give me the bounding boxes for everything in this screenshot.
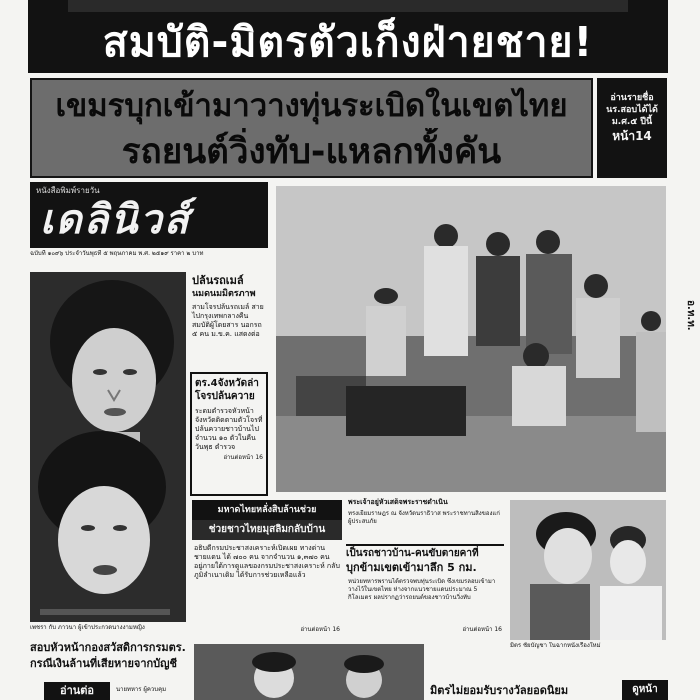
bottom-left-headline-2: กรณีเงินล้านที่เสียหายจากบัญชี — [30, 657, 178, 670]
bottom-right-headline: มิตรไม่ยอมรับรางวัลยอดนิยม — [430, 684, 569, 697]
photo-bottom-men — [194, 644, 424, 700]
masthead-title: เดลินิวส์ — [40, 197, 191, 243]
story-scholarship — [190, 272, 270, 368]
side-note-page: หน้า14 — [612, 129, 652, 143]
second-headline-box — [30, 78, 593, 178]
side-note-line: อ่านรายชื่อ — [610, 93, 654, 103]
bottom-left-small: นายทหาร ผู้ควบคุม — [116, 686, 167, 693]
women-caption: เพชรา กับ ภาวนา ผู้เข้าประกวดนางงามหญิง — [30, 624, 145, 631]
top-banner — [28, 0, 668, 73]
banner-headline: สมบัติ-มิตรตัวเก็งฝ่ายชาย! — [102, 18, 594, 66]
couple-caption: มิตร ชัยบัญชา ในฉากหนังเรื่องใหม่ — [510, 642, 601, 649]
story-title: ช่วยชาวไทยมุสลิมกลับบ้าน — [192, 520, 342, 540]
story-title: เป็นรถชาวบ้าน-คนขับตายคาที่ — [346, 544, 504, 560]
masthead — [30, 182, 268, 248]
bottom-left-headline-1: สอบหัวหน้ากองสวัสดิการกรมตร. — [30, 641, 186, 654]
story-ref: อ่านต่อหน้า 16 — [223, 454, 263, 461]
story-body: หน่วยทหารพรานได้ตรวจพบทุ่นระเบิด ซึ่งเขมรลอบเข้ามาวางไว้ในเขตไทย ห่างจากแนวชายแดนประมาณ 5 กิโลเมตร ผลปรากฏว่ารถยนต์ของชาวบ้านวิ่งทับ — [348, 578, 496, 601]
story-subtitle: บุกข้ามเขตเข้ามาลึก 5 กม. — [346, 561, 477, 574]
story-body: ระดมตำรวจหัวหน้าจังหวัดติดตามตัวโจรที่ปล้นควายชาวบ้านไปจำนวน ๑๐ ตัวในคืนวันพุธ ตำรวจ — [195, 407, 263, 451]
second-headline-line2: รถยนต์วิ่งทับ-แหลกทั้งคัน — [121, 132, 502, 172]
side-note-line: ม.ศ.๕ ปีนี้ — [611, 117, 653, 127]
portrait-photo-women — [30, 272, 186, 622]
beach-group-photo — [276, 186, 666, 492]
couple-photo — [510, 500, 666, 640]
story-subtitle: นมดนมมิตรภาพ — [192, 289, 256, 299]
photo-beach-group — [276, 186, 666, 492]
masthead-dateline: ฉบับที่ ๑๐๙๖ ประจำวันพุธที่ ๕ พฤษภาคม พ.ศ. ๒๕๑๙ ราคา ๒ บาท — [30, 250, 204, 257]
portrait-photo — [30, 272, 186, 622]
story-mines — [346, 498, 504, 638]
story-police — [190, 372, 268, 496]
side-vertical-caption: อ.ท.ท. — [685, 300, 696, 331]
banner-cut-off-line — [68, 0, 628, 12]
story-title: ตร.4จังหวัดล่า — [195, 378, 259, 389]
second-headline-line1: เขมรบุกเข้ามาวางทุ่นระเบิดในเขตไทย — [55, 88, 568, 124]
bottom-photo — [194, 644, 424, 700]
bottom-right-badge: ดูหน้า — [622, 680, 668, 700]
story-body: สามโจรปล้นรถเมล์ สายไปกรุงเทพกลางคืน สมบัติผู้โดยสาร นอกรถ ๕ คน ม.ข.ค. แสดงต่อ — [192, 303, 264, 338]
side-note-line: นร.สอบได้ได้ — [606, 105, 658, 115]
masthead-kicker: หนังสือพิมพ์รายวัน — [36, 186, 100, 195]
story-help — [192, 500, 342, 636]
results-side-note — [597, 78, 667, 178]
bottom-left-badge: อ่านต่อ — [44, 682, 110, 700]
story-ref: อ่านต่อหน้า 16 — [300, 626, 340, 633]
story-kicker: มหาดไทยหลั่งสิบล้านช่วย — [192, 500, 342, 520]
story-kicker: พระเจ้าอยู่หัวเสด็จพระราชดำเนิน — [348, 498, 448, 506]
story-ref: อ่านต่อหน้า 16 — [462, 626, 502, 633]
story-title: ปล้นรถเมล์ — [192, 274, 244, 287]
story-subtitle: โจรปล้นควาย — [195, 391, 255, 402]
photo-couple — [510, 500, 666, 640]
story-body-top: ทรงเยี่ยมราษฎร ณ จังหวัดนราธิวาส พระราชทานสิ่งของแก่ผู้ประสบภัย — [348, 510, 500, 525]
story-body: อธิบดีกรมประชาสงเคราะห์เปิดเผย ทางด่านชายแดน ได้ ๗๐๐ คน จากจำนวน ๑,๓๗๐ คน อยู่ภายใต้การดูแลของกรมประชาสงเคราะห์ กลับภูมิลำเนาเดิม ได้รับการช่วยเหลือแล้ว — [194, 544, 340, 579]
